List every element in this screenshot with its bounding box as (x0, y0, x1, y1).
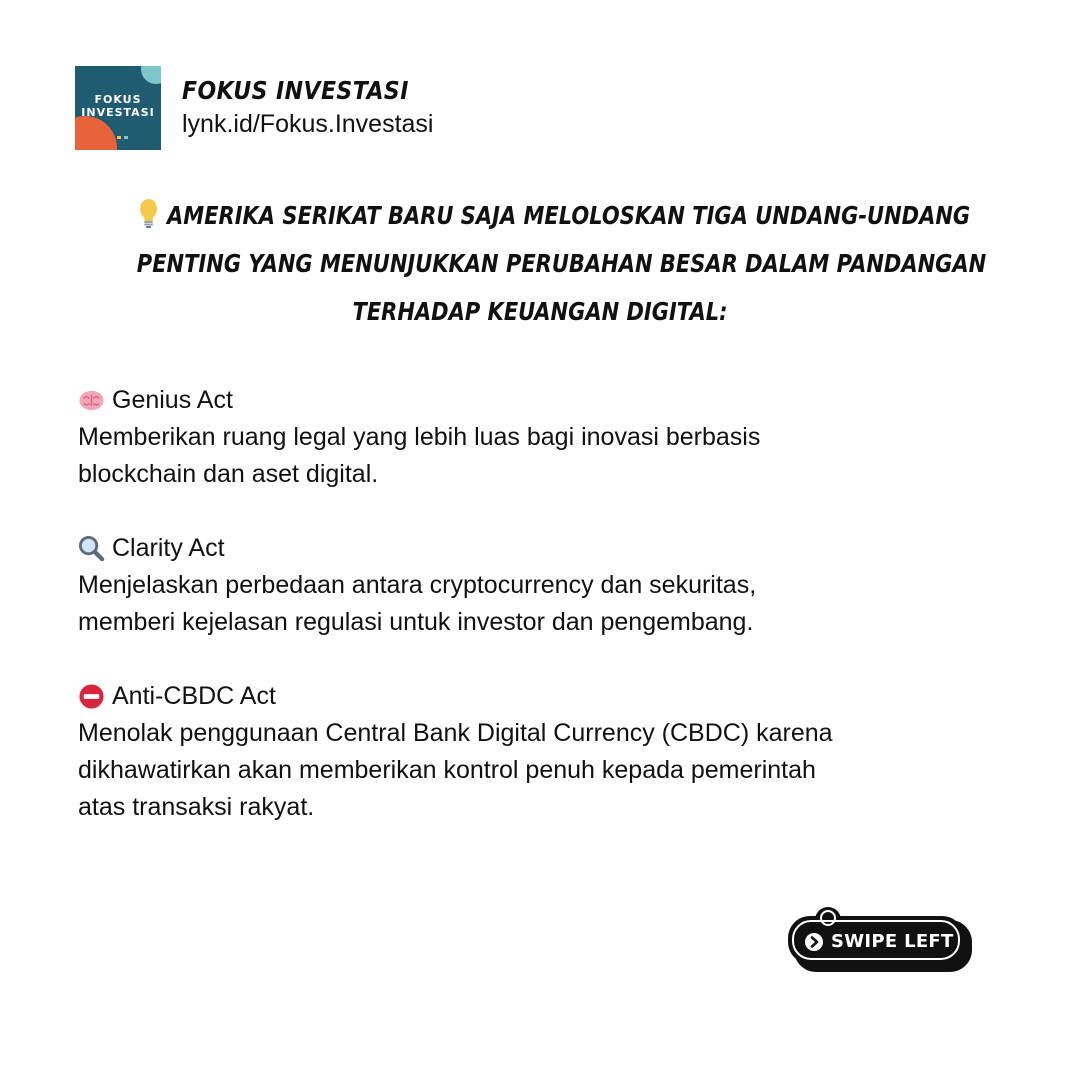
act-title-row (78, 530, 1018, 567)
brand-link[interactable]: lynk.id/Fokus.Investasi (182, 110, 434, 138)
headline-line-2: PENTING YANG MENUNJUKKAN PERUBAHAN BESAR DALAM PANDANGAN (136, 249, 987, 278)
logo-text-line2: INVESTASI (81, 106, 155, 119)
swipe-left-button[interactable] (786, 906, 974, 974)
act-description-line: Memberikan ruang legal yang lebih luas bagi inovasi berbasis (78, 423, 761, 451)
magnifier-icon (78, 535, 105, 562)
brand-logo (75, 66, 161, 150)
brain-icon (78, 387, 105, 414)
act-description-line: atas transaksi rakyat. (78, 793, 315, 821)
logo-text-line1: FOKUS (94, 93, 142, 106)
logo-text (75, 93, 161, 119)
act-description-line: blockchain dan aset digital. (78, 460, 379, 488)
brand-info (182, 76, 440, 140)
logo-teal-shape (141, 66, 161, 84)
headline-line-3: TERHADAP KEUANGAN DIGITAL: (352, 297, 728, 326)
headline-text-1: AMERIKA SERIKAT BARU SAJA MELOLOSKAN TIGA UNDANG-UNDANG (167, 201, 971, 230)
act-title: Anti-CBDC Act (112, 682, 276, 710)
act-item (78, 530, 1018, 641)
logo-orange-shape (75, 116, 117, 150)
no-entry-icon (78, 683, 105, 710)
header (75, 66, 440, 150)
act-description-line: Menjelaskan perbedaan antara cryptocurrency dan sekuritas, (78, 571, 757, 599)
acts-list (78, 382, 1018, 863)
act-title: Clarity Act (112, 534, 225, 562)
logo-dots (110, 136, 128, 139)
swipe-label: SWIPE LEFT (831, 931, 954, 952)
act-title-row (78, 678, 1018, 715)
headline (60, 192, 1020, 336)
headline-line-1 (137, 192, 971, 240)
act-description-line: dikhawatirkan akan memberikan kontrol penuh kepada pemerintah (78, 756, 816, 784)
act-description-line: Menolak penggunaan Central Bank Digital Currency (CBDC) karena (78, 719, 833, 747)
act-title-row (78, 382, 1018, 419)
arrow-right-circle-icon (805, 933, 823, 951)
act-item (78, 678, 1018, 826)
act-title: Genius Act (112, 386, 233, 414)
brand-name: FOKUS INVESTASI (182, 76, 409, 105)
act-description-line: memberi kejelasan regulasi untuk investor dan pengembang. (78, 608, 754, 636)
lightbulb-icon (137, 198, 161, 228)
act-item (78, 382, 1018, 493)
